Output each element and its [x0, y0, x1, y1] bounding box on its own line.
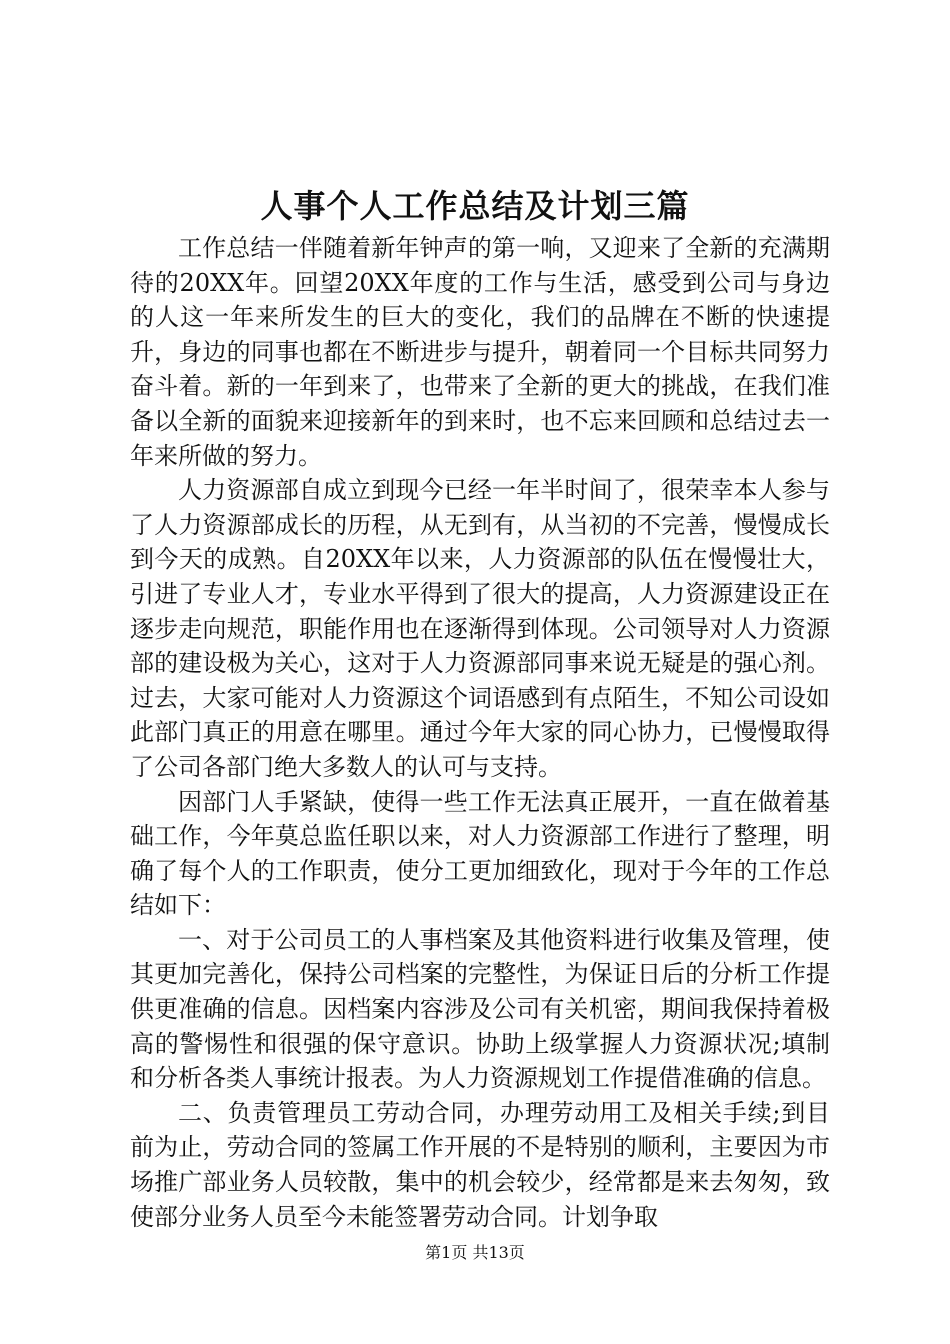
paragraph: 二、负责管理员工劳动合同，办理劳动用工及相关手续;到目前为止，劳动合同的签属工作开展的不是特别的顺利，主要因为市场推广部业务人员较散，集中的机会较少，经常都是来去匆匆，致使部分业务人员至今未能签署劳动合同。计划争取 — [130, 1098, 830, 1231]
paragraph: 人力资源部自成立到现今已经一年半时间了，很荣幸本人参与了人力资源部成长的历程，从无到有，从当初的不完善，慢慢成长到今天的成熟。自20XX年以来，人力资源部的队伍在慢慢壮大，引进了专业人才，专业水平得到了很大的提高，人力资源建设正在逐步走向规范，职能作用也在逐渐得到体现。公司领导对人力资源部的建设极为关心，这对于人力资源部同事来说无疑是的强心剂。过去，大家可能对人力资源这个词语感到有点陌生，不知公司设如此部门真正的用意在哪里。通过今年大家的同心协力，已慢慢取得了公司各部门绝大多数人的认可与支持。 — [130, 476, 830, 781]
paragraph: 因部门人手紧缺，使得一些工作无法真正展开，一直在做着基础工作，今年莫总监任职以来，对人力资源部工作进行了整理，明确了每个人的工作职责，使分工更加细致化，现对于今年的工作总结如下： — [130, 787, 830, 920]
page-footer: 第1页 共13页 — [425, 1243, 525, 1262]
document-body — [130, 231, 830, 1234]
document-title: 人事个人工作总结及计划三篇 — [260, 187, 690, 225]
paragraph: 一、对于公司员工的人事档案及其他资料进行收集及管理，使其更加完善化，保持公司档案的完整性，为保证日后的分析工作提供更准确的信息。因档案内容涉及公司有关机密，期间我保持着极高的警惕性和很强的保守意识。协助上级掌握人力资源状况;填制和分析各类人事统计报表。为人力资源规划工作提借准确的信息。 — [130, 925, 830, 1093]
paragraph: 工作总结一伴随着新年钟声的第一响，又迎来了全新的充满期待的20XX年。回望20XX年度的工作与生活，感受到公司与身边的人这一年来所发生的巨大的变化，我们的品牌在不断的快速提升，身边的同事也都在不断进步与提升，朝着同一个目标共同努力奋斗着。新的一年到来了，也带来了全新的更大的挑战，在我们准备以全新的面貌来迎接新年的到来时，也不忘来回顾和总结过去一年来所做的努力。 — [130, 234, 830, 470]
